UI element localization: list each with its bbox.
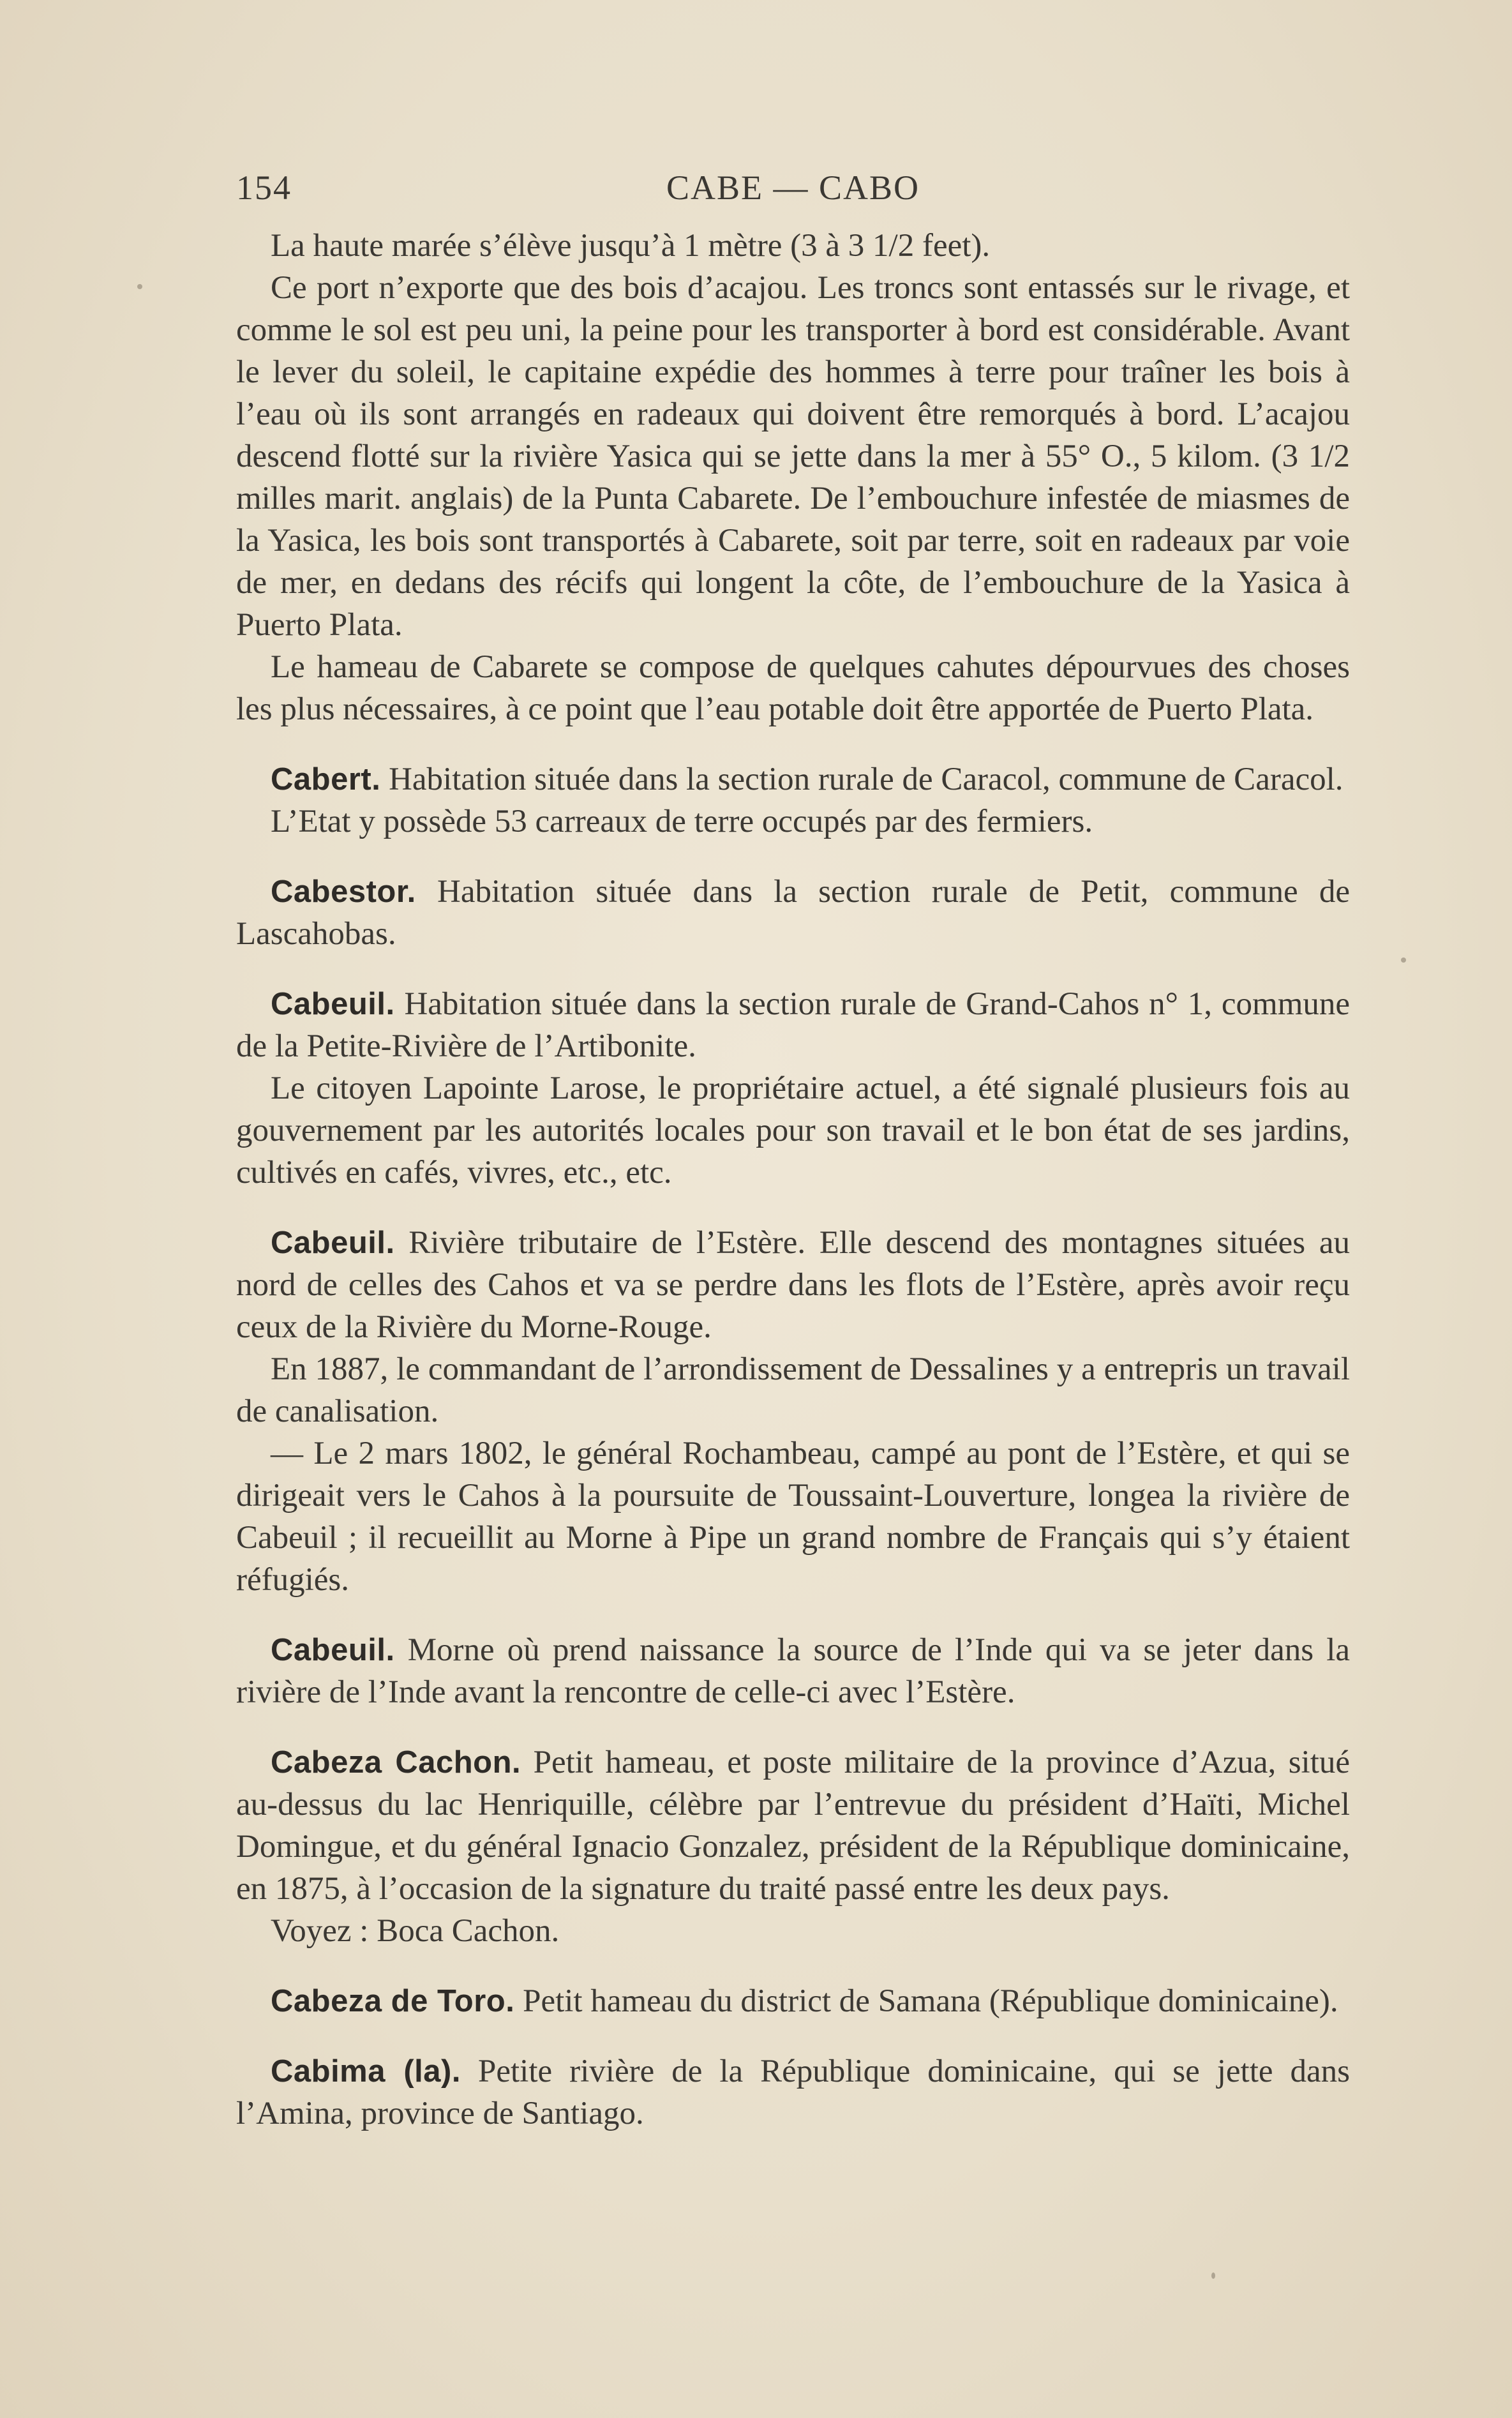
- entry-headword: Cabeza Cachon.: [271, 1745, 521, 1780]
- entry-cabeuil-morne: [236, 1629, 1350, 1713]
- entry-headword: Cabeza de Toro.: [271, 1984, 515, 2018]
- intro-paragraph-3: Le hameau de Cabarete se compose de quelques cahutes dépourvues des choses les plus nécessaires, à ce point que l’eau potable doit être apportée de Puerto Plata.: [236, 649, 1350, 727]
- entry-paragraph: L’Etat y possède 53 carreaux de terre occupés par des fermiers.: [271, 804, 1093, 839]
- entry-text: Petite rivière de la République dominicaine, qui se jette dans l’Amina, province de Santiago.: [236, 2054, 1351, 2131]
- intro-paragraph-2: Ce port n’exporte que des bois d’acajou. Les troncs sont entassés sur le rivage, et comme le sol est peu uni, la peine pour les transporter à bord est considérable. Avant le lever du soleil, le capitaine expédie des hommes à terre pour traîner les bois à l’eau où ils sont arrangés en radeaux qui doivent être remorqués à bord. L’acajou descend flotté sur la rivière Yasica qui se jette dans la mer à 55° O., 5 kilom. (3 1/2 milles marit. anglais) de la Punta Cabarete. De l’embouchure infestée de miasmes de la Yasica, les bois sont transportés à Cabarete, soit par terre, soit en radeaux par voie de mer, en dedans des récifs qui longent la côte, de l’embouchure de la Yasica à Puerto Plata.: [236, 270, 1350, 643]
- paper-speck: [137, 284, 142, 289]
- entry-headword: Cabeuil.: [271, 987, 395, 1021]
- entry-paragraph: Le citoyen Lapointe Larose, le propriétaire actuel, a été signalé plusieurs fois au gouvernement par les autorités locales pour son travail et le bon état de ses jardins, cultivés en cafés, vivres, etc., etc.: [236, 1070, 1350, 1190]
- entry-headword: Cabestor.: [271, 875, 416, 909]
- intro-section: [236, 225, 1350, 730]
- running-header: [236, 163, 1350, 220]
- entry-headword: Cabima (la).: [271, 2054, 461, 2089]
- entry-text: Habitation située dans la section rurale de Grand-Cahos n° 1, commune de la Petite-Rivière de l’Artibonite.: [236, 986, 1350, 1064]
- entry-paragraph: — Le 2 mars 1802, le général Rochambeau, campé au pont de l’Estère, et qui se dirigeait vers le Cahos à la poursuite de Toussaint-Louverture, longea la rivière de Cabeuil ; il recueillit au Morne à Pipe un grand nombre de Français qui s’y étaient réfugiés.: [236, 1436, 1350, 1598]
- entry-cabestor: [236, 871, 1350, 955]
- entry-paragraph: [236, 2050, 1350, 2135]
- paper-speck: [1211, 2272, 1215, 2279]
- entry-paragraph: [236, 1629, 1350, 1713]
- entry-text: Morne où prend naissance la source de l’Inde qui va se jeter dans la rivière de l’Inde avant la rencontre de celle-ci avec l’Estère.: [236, 1632, 1350, 1710]
- page-number: 154: [236, 169, 292, 207]
- page: [236, 163, 1351, 2131]
- entry-paragraph: [236, 1741, 1350, 1910]
- entry-paragraph: [236, 871, 1350, 955]
- entry-text: Habitation située dans la section rurale de Caracol, commune de Caracol.: [389, 762, 1344, 797]
- entry-cross-reference: Voyez : Boca Cachon.: [271, 1913, 560, 1949]
- entry-cabeza-de-toro: [236, 1980, 1350, 2022]
- entry-headword: Cabeuil.: [271, 1633, 395, 1667]
- entry-paragraph: [236, 983, 1350, 1067]
- entry-cabeza-cachon: [236, 1741, 1350, 1952]
- entry-paragraph: [236, 1980, 1350, 2022]
- entry-paragraph: [236, 1222, 1350, 1348]
- entry-headword: Cabert.: [271, 762, 381, 797]
- entry-text: Habitation située dans la section rurale de Petit, commune de Lascahobas.: [236, 874, 1350, 952]
- entry-text: Rivière tributaire de l’Estère. Elle descend des montagnes situées au nord de celles des Cahos et va se perdre dans les flots de l’Estère, après avoir reçu ceux de la Rivière du Morne-Rouge.: [236, 1225, 1350, 1345]
- entry-paragraph: [236, 758, 1350, 800]
- page-body: [236, 225, 1350, 2135]
- entry-text: Petit hameau du district de Samana (République dominicaine).: [523, 1983, 1338, 2019]
- intro-paragraph-1: La haute marée s’élève jusqu’à 1 mètre (3 à 3 1/2 feet).: [271, 228, 991, 264]
- running-title: CABE — CABO: [666, 169, 920, 207]
- entry-cabert: [236, 758, 1350, 843]
- entry-cabima: [236, 2050, 1350, 2135]
- entry-text: Petit hameau, et poste militaire de la province d’Azua, situé au-dessus du lac Henriquille, célèbre par l’entrevue du président d’Haïti, Michel Domingue, et du général Ignacio Gonzalez, président de la République dominicaine, en 1875, à l’occasion de la signature du traité passé entre les deux pays.: [236, 1745, 1351, 1907]
- entry-headword: Cabeuil.: [271, 1226, 395, 1260]
- paper-speck: [1401, 957, 1406, 963]
- entry-cabeuil-riviere: [236, 1222, 1350, 1601]
- entry-paragraph: En 1887, le commandant de l’arrondissement de Dessalines y a entrepris un travail de canalisation.: [236, 1351, 1350, 1429]
- entry-cabeuil-habitation: [236, 983, 1350, 1194]
